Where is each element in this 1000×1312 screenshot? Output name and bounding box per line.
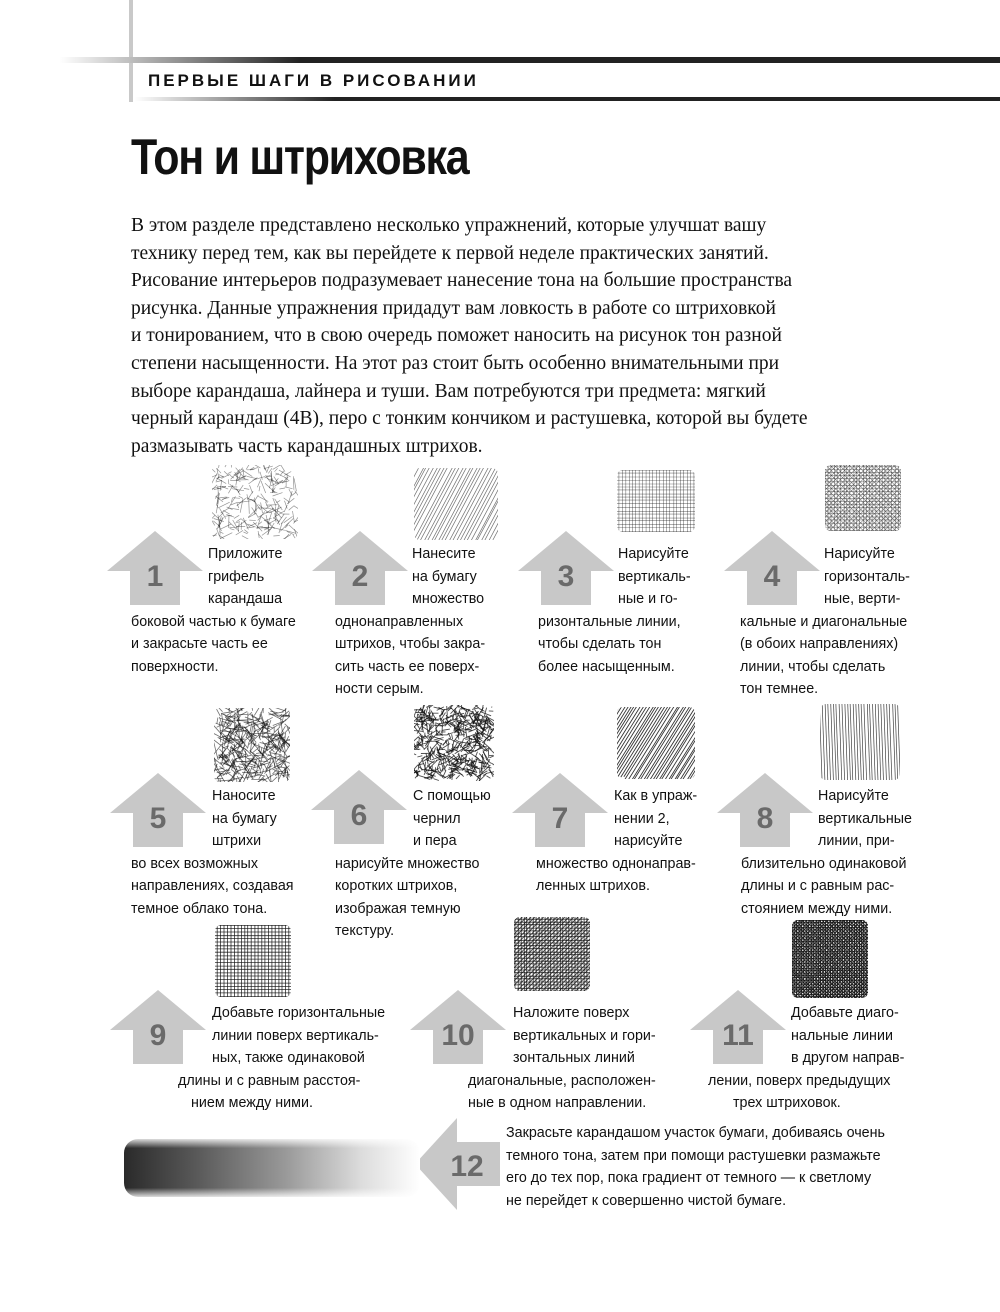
hatch-sample-10 xyxy=(512,915,592,993)
hatch-sample-3 xyxy=(615,468,697,534)
step-number: 3 xyxy=(557,560,575,593)
step-number: 4 xyxy=(763,560,781,593)
step-9-text: Добавьте горизонтальные линии поверх вертикаль- ных, также одинаковой длины и с равным расстоя- нием между ними. xyxy=(178,1005,386,1111)
margin-rule xyxy=(129,0,133,102)
hatch-sample-1 xyxy=(210,463,300,541)
step-number: 1 xyxy=(146,560,164,593)
step-number: 12 xyxy=(450,1150,484,1183)
hatch-sample-4 xyxy=(823,463,903,533)
hatch-sample-5 xyxy=(212,706,292,784)
step-number: 9 xyxy=(149,1019,167,1052)
step-arrow-left xyxy=(415,1118,500,1210)
hatch-sample-2 xyxy=(412,466,500,542)
hatch-sample-6 xyxy=(412,703,496,783)
step-number: 10 xyxy=(441,1019,475,1052)
step-number: 11 xyxy=(722,1019,754,1052)
step-2-text: Нанесите на бумагу множество однонаправленных штрихов, чтобы закра- сить часть ее поверх- ности серым. xyxy=(335,546,486,697)
step-1-text: Приложите грифель карандаша боковой частью к бумаге и закрасьте часть ее поверхности. xyxy=(131,546,296,675)
step-number: 8 xyxy=(756,802,774,835)
step-4-text: Нарисуйте горизонталь- ные, верти- кальные и диагональные (в обоих направлениях) линии, чтобы сделать тон темнее. xyxy=(740,546,910,697)
step-7-text: Как в упраж- нении 2, нарисуйте множество однонаправ- ленных штрихов. xyxy=(536,788,698,894)
step-5-text: Наносите на бумагу штрихи во всех возможных направлениях, создавая темное облако тона. xyxy=(131,788,294,917)
hatch-sample-8 xyxy=(818,702,902,782)
blended-gradient-sample xyxy=(120,1137,420,1199)
hatch-sample-11 xyxy=(790,918,870,1000)
page-title: Тон и штриховка xyxy=(131,129,469,185)
step-3-text: Нарисуйте вертикаль- ные и го- ризонтальные линии, чтобы сделать тон более насыщенным. xyxy=(538,546,691,675)
intro-paragraph: В этом разделе представлено несколько упражнений, которые улучшат вашу технику перед тем, как вы перейдете к первой неделе практических занятий. Рисование интерьеров подразумевает нанесение тона на большие пространства рисунка. Данные упражнения придадут вам ловкость в работе со штриховкой и тонированием, что в свою очередь поможет наносить на рисунок тон разной степени насыщенности. На этот раз стоит быть особенно внимательными при выборе карандаша, лайнера и туши. Вам потребуются три предмета: мягкий черный карандаш (4В), перо с тонким кончиком и растушевка, которой вы будете размазывать часть карандашных штрихов. xyxy=(131,215,808,457)
hatch-sample-7 xyxy=(615,705,697,781)
step-12-text: Закрасьте карандашом участок бумаги, добиваясь очень темного тона, затем при помощи растушевки размажьте его до тех пор, пока градиент от темного — к светлому не перейдет к совершенно чистой бумаге. xyxy=(506,1125,885,1209)
step-6-text: С помощью чернил и пера нарисуйте множество коротких штрихов, изображая темную текстуру. xyxy=(335,788,491,939)
chapter-heading: ПЕРВЫЕ ШАГИ В РИСОВАНИИ xyxy=(148,71,479,90)
step-number: 6 xyxy=(350,799,368,832)
step-8-text: Нарисуйте вертикальные линии, при- близительно одинаковой длины и с равным рас- стоянием между ними. xyxy=(741,788,912,917)
step-number: 2 xyxy=(351,560,369,593)
step-number: 5 xyxy=(149,802,167,835)
step-10-text: Наложите поверх вертикальных и гори- зонтальных линий диагональные, расположен- ные в одном направлении. xyxy=(468,1005,656,1111)
step-11-text: Добавьте диаго- нальные линии в другом направ- лении, поверх предыдущих трех штриховок. xyxy=(708,1005,905,1111)
step-number: 7 xyxy=(551,802,569,835)
hatch-sample-9 xyxy=(213,923,293,999)
